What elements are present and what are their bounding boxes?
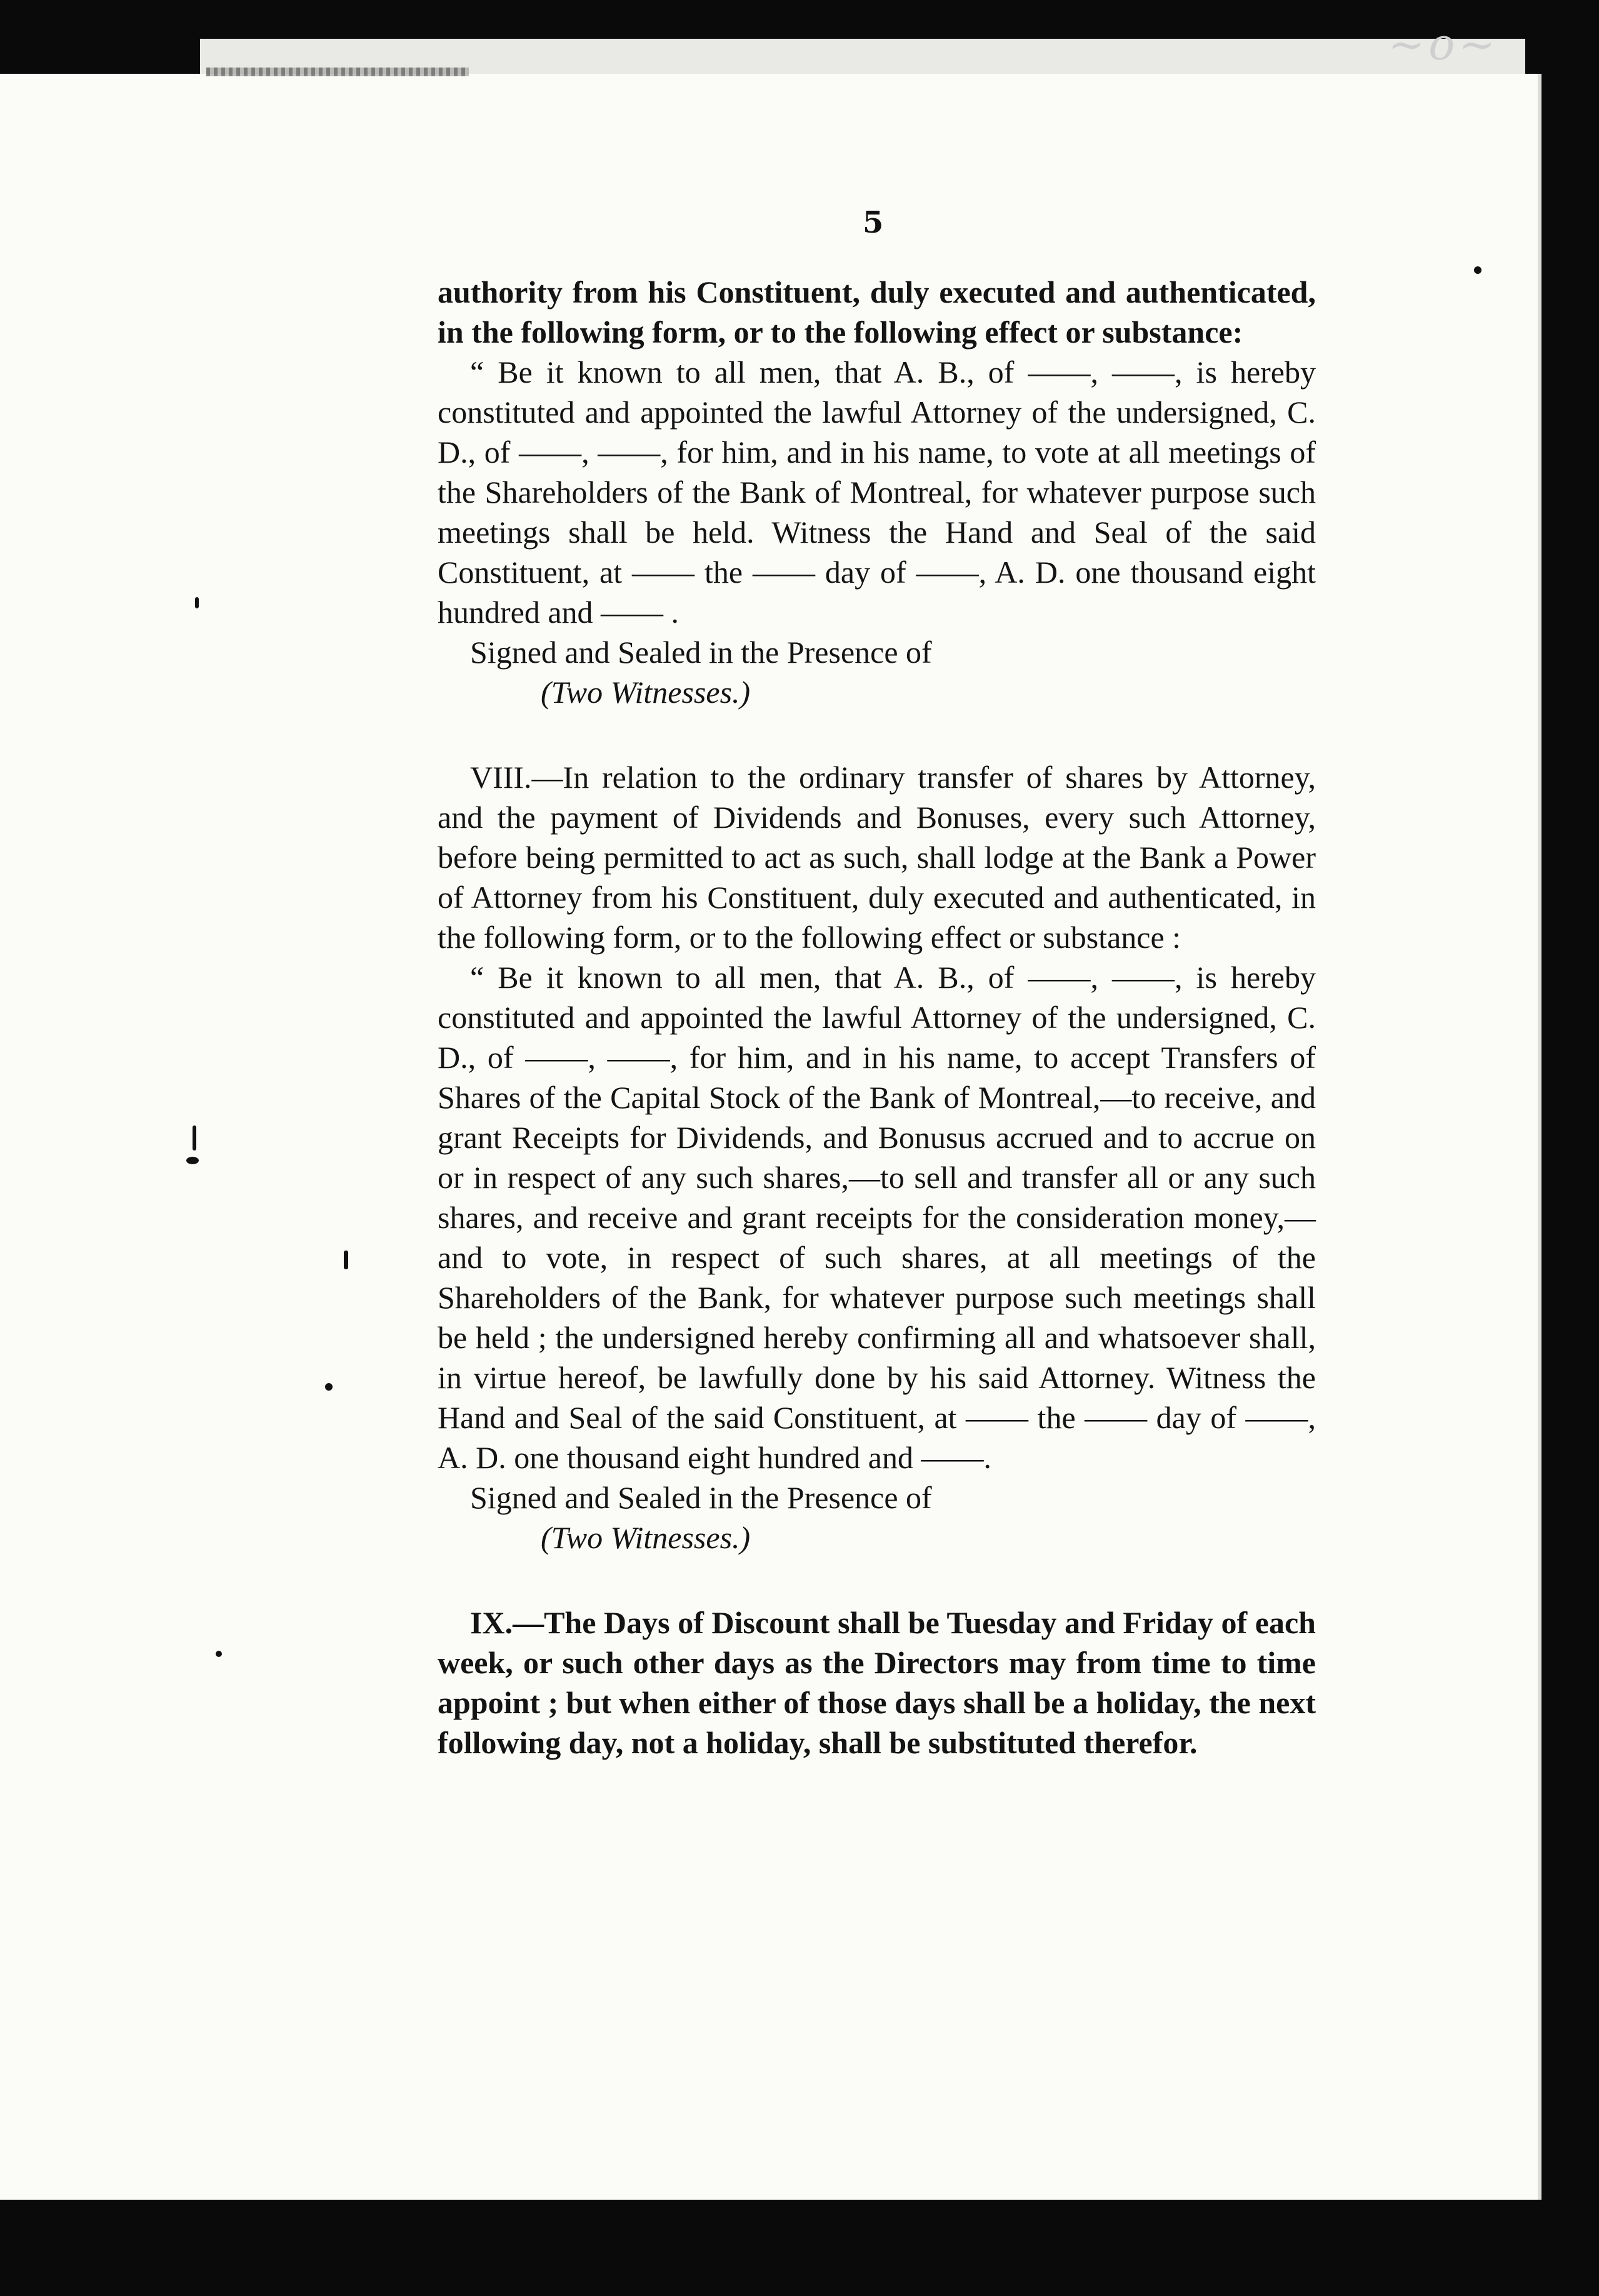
section-gap — [438, 1558, 1316, 1603]
section-ix: IX.—The Days of Discount shall be Tuesday and Friday of each week, or such other days as the Directors may from time to time appoint ; but when either of those days shall be a holiday, the next following day, not a holiday, shall be substituted therefor. — [438, 1605, 1316, 1760]
witnesses-line: (Two Witnesses.) — [541, 675, 751, 710]
section-viii: VIII.—In relation to the ordinary transfer of shares by Attorney, and the payment of Dividends and Bonuses, every such Attorney, before being permitted to act as such, shall lodge at the Bank a Power of Attorney from his Constituent, duly executed and authenticated, in the following form, or to the following effect or substance : — [438, 760, 1316, 955]
binding-strip — [206, 68, 469, 76]
scan-speck — [193, 1125, 196, 1151]
scan-speck — [216, 1651, 222, 1657]
power-of-attorney-form-voting: “ Be it known to all men, that A. B., of ——, ——, is hereby constituted and appointed the lawful Attorney of the undersigned, C. D., of ——, ——, for him, and in his name, to vote at all meetings of the Shareholders of the Bank of Montreal, for whatever purpose such meetings shall be held. Witness the Hand and Seal of the said Constituent, at —— the —— day of ——, A. D. one thousand eight hundred and —— . — [438, 355, 1316, 630]
section-gap — [438, 712, 1316, 757]
paragraph-continuation: authority from his Constituent, duly executed and authenticated, in the following form, or to the following effect or substance: — [438, 274, 1316, 350]
power-of-attorney-form-transfer: “ Be it known to all men, that A. B., of ——, ——, is hereby constituted and appointed the lawful Attorney of the undersigned, C. D., of ——, ——, for him, and in his name, to accept Transfers of Shares of the Capital Stock of the Bank of Montreal,—to receive, and grant Receipts for Dividends, and Bonusus accrued and to accrue on or in respect of any such shares,—to sell and transfer all or any such shares, and receive and grant receipts for the consideration money,—and to vote, in respect of such shares, at all meetings of the Shareholders of the Bank, for whatever purpose such meetings shall be held ; the undersigned hereby confirming all and whatsoever shall, in virtue hereof, be lawfully done by his said Attorney. Witness the Hand and Seal of the said Constituent, at —— the —— day of ——, A. D. one thousand eight hundred and ——. — [438, 960, 1316, 1475]
witnesses-line: (Two Witnesses.) — [541, 1520, 751, 1555]
scan-speck — [325, 1383, 333, 1391]
scan-speck — [195, 597, 199, 608]
corner-mark: ~o~ — [1388, 19, 1499, 70]
page-number: 5 — [863, 205, 884, 240]
signed-line: Signed and Sealed in the Presence of — [470, 635, 932, 670]
scan-speck — [186, 1157, 199, 1164]
document-body — [438, 272, 1316, 1763]
signed-line: Signed and Sealed in the Presence of — [470, 1480, 932, 1515]
scan-speck — [1474, 266, 1481, 274]
scan-speck — [344, 1251, 348, 1269]
